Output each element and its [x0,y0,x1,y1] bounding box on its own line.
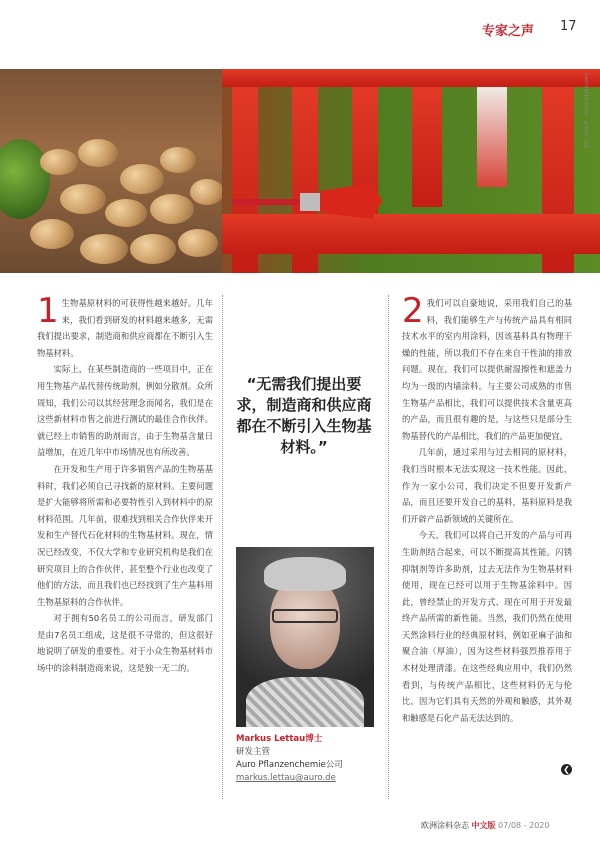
pull-quote: “无需我们提出要求，制造商和供应商都在不断引入生物基材料。” [236,375,372,456]
seed [130,234,176,264]
seed [30,219,74,249]
hero-image [0,69,600,273]
glasses [272,609,338,623]
seed [178,229,218,257]
shirt [246,677,364,727]
seed [40,149,78,175]
image-credit: 图片 Inna V · stock.adobe.com [584,73,590,148]
seed [150,194,194,224]
section-tag: 专家之声 [482,24,535,39]
hair [264,557,346,591]
paragraph: 对于拥有50名员工的公司而言，研发部门是由7名员工组成，这是很不寻常的，但这很好地说明了研发的重要性。对于小众生物基材料市场中的涂料制造商来说，这是独一无二的。 [37,613,213,674]
author-name: Markus Lettau博士 [236,734,323,744]
paragraph: 几年前，通过采用与过去相同的原材料，我们当时根本无法实现这一技术性能。因此，作为一家小公司，我们决定不但要开发新产品，而且还要开发自己的基料，基料原料是我们开辟产品新领域的关键所在。 [402,447,572,524]
paragraph: 今天，我们可以将自己开发的产品与可再生助剂结合起来，可以不断提高其性能。闪锈抑制剂等许多助剂，过去无法作为生物基材料使用，现在已经可以用于生物基涂料中。因此，曾经禁止的开发方式、现在可用于开发最终产品所需的新性能。当然，我们仍然在使用天然涂料行业的经典原材料，例如亚麻子油和聚合油（厚油），因为这些材料强烈推荐用于木材处理清漆。在这些经典应用中，我们仍然看到，与传统产品相比，这些材料仍无与伦比，因为它们具有天然的外观和触感，其外观和触感是石化产品无法达到的。 [402,530,572,723]
paintbrush-icon [232,179,392,229]
author-email-link[interactable]: markus.lettau@auro.de [236,773,336,783]
author-company: Auro Pflanzenchemie公司 [236,760,343,770]
author-title: 研发主管 [236,747,271,757]
bench-photo [222,69,600,273]
footer [421,820,549,831]
seed [120,164,164,194]
dropcap-1: 1 [37,291,59,331]
page-number: 17 [560,19,577,34]
divider-left [222,295,223,799]
author-caption [236,733,386,785]
seed [160,147,196,173]
footer-edition: 中文版 [471,821,496,830]
footer-magazine: 欧洲涂料杂志 [421,821,469,830]
author-photo [236,547,374,727]
seed [78,139,118,167]
bench-slat [412,87,442,207]
paragraph: 实际上，在某些制造商的一些项目中，正在用生物基产品代替传统助剂，例如分散剂。众所周知，我们公司以其经营理念而闻名，我们是在这些新材料市售之前进行测试的最佳合作伙伴。就已经上市销售的助剂而言，由于生物基含量日益增加，在近几年中市场情况也有所改善。 [37,364,213,458]
seed [80,234,128,264]
bench-slat [222,69,600,87]
bench-slat [477,87,507,187]
column-left [37,291,213,677]
divider-right [388,295,389,799]
dropcap-2: 2 [402,291,424,331]
column-right [402,291,572,726]
paragraph: 生物基原材料的可获得性越来越好。几年来，我们看到研发的材料越来越多，无需我们提出要求，制造商和供应商都在不断引入生物基材料。 [37,298,213,358]
seed [60,184,106,214]
seed [105,199,147,227]
seed [190,179,224,205]
paragraph: 在开发和生产用于许多销售产品的生物基基料时，我们必须自己寻找新的原材料。主要问题是扩大能够将所需和必要特性引入到材料中的原材料范围。几年前，很难找到相关合作伙伴来开发和生产替代石化材料的生物基材料。现在，情况已经改变，不仅大学和专业研究机构是我们在研究项目上的合作伙伴，甚至整个行业也改变了他们的方法，而且我们也已经找到了生产基料用生物基原料的合作伙伴。 [37,463,213,607]
end-arrow-icon: ❮ [561,764,572,775]
footer-issue: 07/08 - 2020 [498,821,550,830]
seeds-photo [0,69,222,273]
castor-pod [0,139,50,219]
paragraph: 我们可以自豪地说，采用我们自己的基料，我们能够生产与传统产品具有相同技术水平的室内用涂料，因该基料具有物理干燥的性能，所以我们不存在来自干性油的排放问题。现在，我们可以提供耐湿擦性和遮盖力均为一级的内墙涂料。与主要公司成熟的市售生物基产品相比，我们可以提供技术含量更高的产品，而且很有趣的是，与这些只是部分生物基替代的产品相比，我们的产品更加便宜。 [402,298,572,441]
